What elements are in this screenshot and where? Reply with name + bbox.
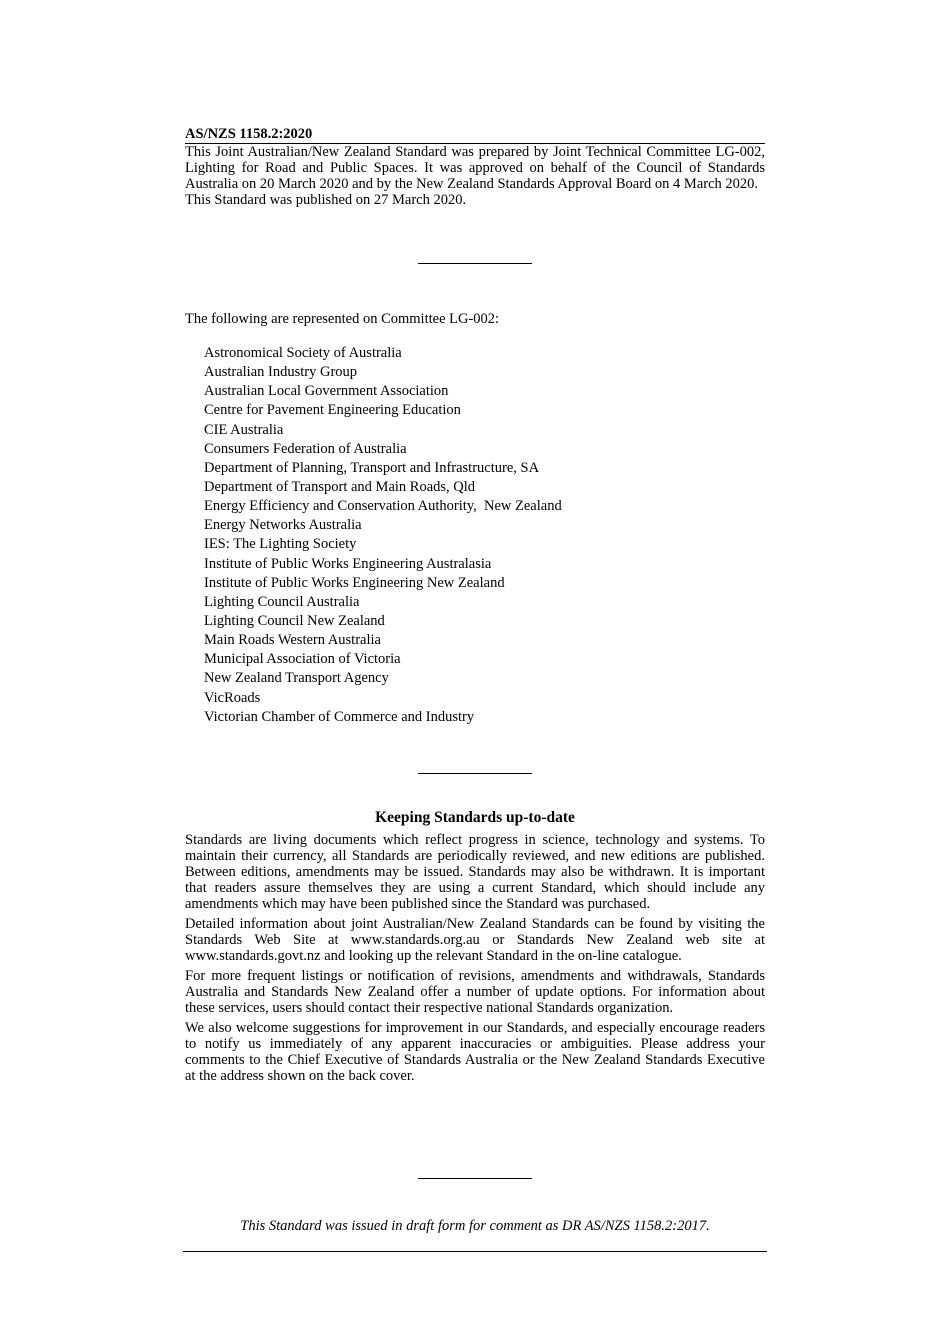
organization-item: CIE Australia	[204, 421, 284, 438]
organization-item: Municipal Association of Victoria	[204, 651, 401, 668]
publication-date: This Standard was published on 27 March 2020.	[185, 192, 467, 208]
organization-item: Consumers Federation of Australia	[204, 440, 407, 457]
organization-item: Energy Efficiency and Conservation Authority, New Zealand	[204, 498, 562, 515]
approval-paragraph: This Joint Australian/New Zealand Standard was prepared by Joint Technical Committee LG-002, Lighting for Road and Public Spaces. It was approved on behalf of the Council of Standards Australia on 20 March 2020 and by the New Zealand Standards Approval Board on 4 March 2020.	[185, 144, 765, 192]
section-title: Keeping Standards up-to-date	[375, 809, 575, 826]
organization-item: Lighting Council Australia	[204, 593, 360, 610]
organization-item: Astronomical Society of Australia	[204, 345, 402, 361]
organization-item: Australian Industry Group	[204, 364, 358, 381]
footer-rule	[183, 1251, 767, 1252]
section-divider	[418, 263, 532, 264]
organization-item: Energy Networks Australia	[204, 517, 362, 534]
organization-item: Main Roads Western Australia	[204, 632, 381, 649]
committee-intro: The following are represented on Committee LG-002:	[185, 311, 500, 327]
organization-item: IES: The Lighting Society	[204, 536, 357, 553]
organization-item: Institute of Public Works Engineering Australasia	[204, 555, 492, 572]
standard-code: AS/NZS 1158.2:2020	[185, 126, 765, 144]
body-paragraph: We also welcome suggestions for improvement in our Standards, and especially encourage readers to notify us immediately of any apparent inaccuracies or ambiguities. Please address your comments to the Chief Executive of Standards Australia or the New Zealand Standards Executive at the address shown on the back cover.	[185, 1020, 765, 1084]
organization-item: Victorian Chamber of Commerce and Industry	[204, 708, 475, 725]
organization-item: Centre for Pavement Engineering Education	[204, 402, 461, 419]
body-paragraph: Standards are living documents which reflect progress in science, technology and systems. To maintain their currency, all Standards are periodically reviewed, and new editions are published. Between editions, amendments may be issued. Standards may also be withdrawn. It is important that readers assure themselves they are using a current Standard, which should include any amendments which may have been published since the Standard was purchased.	[185, 832, 765, 912]
section-divider	[418, 1178, 532, 1179]
organization-item: Department of Transport and Main Roads, Qld	[204, 478, 476, 495]
organization-item: Lighting Council New Zealand	[204, 612, 385, 629]
organization-item: VicRoads	[204, 689, 261, 706]
organization-item: Australian Local Government Association	[204, 383, 449, 400]
section-divider	[418, 773, 532, 774]
committee-organization-list	[204, 344, 562, 727]
body-paragraph: Detailed information about joint Australian/New Zealand Standards can be found by visiting the Standards Web Site at www.standards.org.au or Standards New Zealand web site at www.standards.govt.nz and looking up the relevant Standard in the on-line catalogue.	[185, 916, 765, 964]
standard-header	[185, 126, 765, 208]
update-section-body	[185, 832, 765, 1088]
draft-note: This Standard was issued in draft form for comment as DR AS/NZS 1158.2:2017.	[240, 1218, 710, 1234]
organization-item: Institute of Public Works Engineering New Zealand	[204, 574, 505, 591]
body-paragraph: For more frequent listings or notification of revisions, amendments and withdrawals, Standards Australia and Standards New Zealand offer a number of update options. For information about these services, users should contact their respective national Standards organization.	[185, 968, 765, 1016]
organization-item: Department of Planning, Transport and Infrastructure, SA	[204, 459, 540, 476]
organization-item: New Zealand Transport Agency	[204, 670, 389, 687]
